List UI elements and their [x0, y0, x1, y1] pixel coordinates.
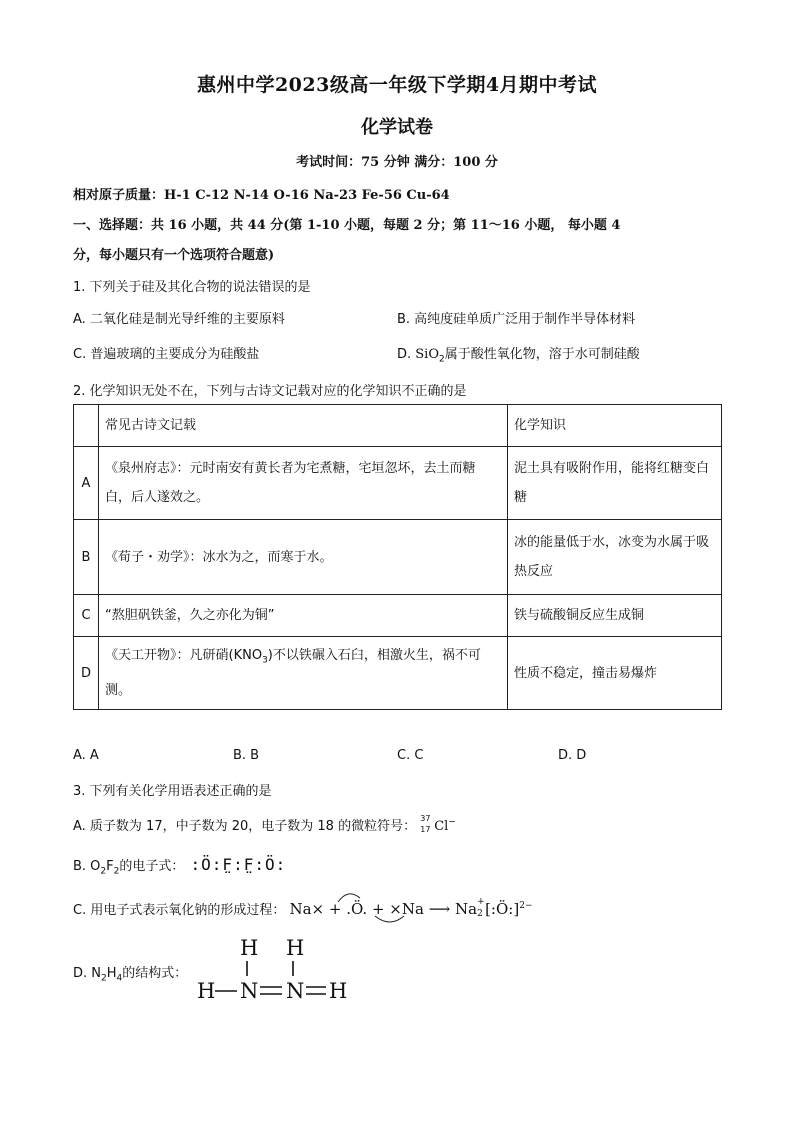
atom-h-top-left: H [240, 936, 259, 960]
row-knowledge: 泥土具有吸附作用，能将红糖变白糖 [508, 447, 722, 520]
table-header-cell: 常见古诗文记载 [99, 405, 508, 447]
q2-option-a: A. A [73, 748, 99, 763]
q3-d-sub2: 4 [116, 973, 123, 984]
atom-n-left: N [240, 979, 259, 1003]
q3-d-post: 的结构式： [122, 966, 188, 981]
exam-info: 考试时间：75 分钟 满分：100 分 [296, 155, 498, 170]
row-text-pre: 《天工开物》：凡研硝(KNO [105, 648, 263, 664]
na-indices [477, 897, 485, 919]
atom-h-left: H [197, 979, 216, 1003]
mass-number: 37 [420, 813, 431, 823]
table-header-cell: 化学知识 [508, 405, 722, 447]
formation-left: Na× + .Ö. + ×Na [289, 900, 424, 918]
exam-subtitle: 化学试卷 [361, 117, 433, 138]
q3-b-pre: B. O [73, 859, 101, 874]
atomic-masses: 相对原子质量：H-1 C-12 N-14 O-16 Na-23 Fe-56 Cu-64 [73, 188, 450, 203]
section1-line1: 一、选择题：共 16 小题，共 44 分(第 1-10 小题，每题 2 分；第 11～16 小题， 每小题 4 [73, 218, 621, 233]
table-row [74, 447, 722, 520]
formation-arrow: ⟶ [428, 900, 451, 918]
formation-right: Na [455, 900, 478, 918]
atom-h-right: H [329, 979, 348, 1003]
table-header-row [74, 405, 722, 447]
row-text: “熬胆矾铁釜，久之亦化为铜” [99, 595, 508, 637]
q1-d-formula: SiO [415, 347, 440, 362]
electron-transfer-arrows [330, 886, 410, 926]
atomic-number: 17 [420, 824, 431, 834]
row-key: A [74, 447, 99, 520]
row-key: C [74, 595, 99, 637]
q3-a-text: A. 质子数为 17，中子数为 20，电子数为 18 的微粒符号： [73, 819, 417, 834]
q3-option-c [73, 899, 532, 918]
q3-option-a [73, 815, 456, 835]
q3-b-mid: F [106, 859, 114, 874]
q2-option-c: C. C [397, 748, 424, 763]
transfer-arrow-right [375, 916, 404, 922]
nuclide-indices [420, 813, 434, 835]
transfer-arrow-left [338, 894, 360, 902]
table-row [74, 595, 722, 637]
q3-stem: 3. 下列有关化学用语表述正确的是 [73, 784, 272, 799]
section1-line2: 分，每小题只有一个选项符合题意) [73, 248, 275, 263]
table-header-cell [74, 405, 99, 447]
row-knowledge: 性质不稳定，撞击易爆炸 [508, 637, 722, 710]
row-text [99, 637, 508, 710]
na-count: 2 [477, 909, 483, 919]
o2f2-electron-formula: :Ö:F̤:F̤:Ö: [190, 855, 287, 874]
table-row [74, 637, 722, 710]
q1-option-b: B. 高纯度硅单质广泛用于制作半导体材料 [397, 312, 636, 327]
q3-b-sub2: 2 [113, 866, 120, 877]
q1-option-a: A. 二氧化硅是制光导纤维的主要原料 [73, 312, 285, 327]
row-text-sub: 3 [262, 655, 268, 666]
q2-table [73, 404, 722, 710]
table-row [74, 520, 722, 595]
row-text: 《泉州府志》：元时南安有黄长者为宅煮糖，宅垣忽坏，去土而糖白，后人遂效之。 [99, 447, 508, 520]
oxide-charge: 2− [519, 901, 533, 911]
q3-option-b [73, 855, 286, 877]
n2h4-structure [192, 932, 362, 1007]
row-key: D [74, 637, 99, 710]
q2-option-b: B. B [233, 748, 260, 763]
atom-h-top-right: H [286, 936, 305, 960]
na2o-formation [289, 897, 533, 919]
q1-d-sub: 2 [439, 354, 445, 365]
row-text-post: )不以铁碾入石臼，相激火生，祸不可测。 [105, 648, 481, 698]
q2-option-d: D. D [558, 748, 587, 763]
row-key: B [74, 520, 99, 595]
q3-option-d [73, 962, 187, 984]
element-symbol: Cl [434, 819, 449, 834]
na-charge: + [477, 897, 485, 907]
row-knowledge: 铁与硫酸铜反应生成铜 [508, 595, 722, 637]
q1-option-d [397, 343, 640, 365]
q3-d-mid: H [106, 966, 117, 981]
atom-n-right: N [286, 979, 305, 1003]
q1-stem: 1. 下列关于硅及其化合物的说法错误的是 [73, 280, 311, 295]
q1-d-prefix: D. [397, 347, 416, 362]
q3-d-pre: D. N [73, 966, 101, 981]
q1-option-c: C. 普遍玻璃的主要成分为硅酸盐 [73, 347, 260, 362]
row-text: 《荀子・劝学》：冰水为之，而寒于水。 [99, 520, 508, 595]
q3-c-text: C. 用电子式表示氧化钠的形成过程： [73, 903, 286, 918]
row-knowledge: 冰的能量低于水，冰变为水属于吸热反应 [508, 520, 722, 595]
oxide-bracket: [:Ö:] [485, 900, 520, 918]
ion-charge: − [448, 817, 456, 828]
exam-title: 惠州中学2023级高一年级下学期4月期中考试 [196, 74, 598, 96]
q1-d-rest: 属于酸性氧化物，溶于水可制硅酸 [444, 347, 640, 362]
q3-b-post: 的电子式： [119, 859, 185, 874]
q3-b-sub1: 2 [100, 866, 107, 877]
q3-d-sub1: 2 [101, 973, 107, 984]
q2-stem: 2. 化学知识无处不在，下列与古诗文记载对应的化学知识不正确的是 [73, 384, 467, 399]
